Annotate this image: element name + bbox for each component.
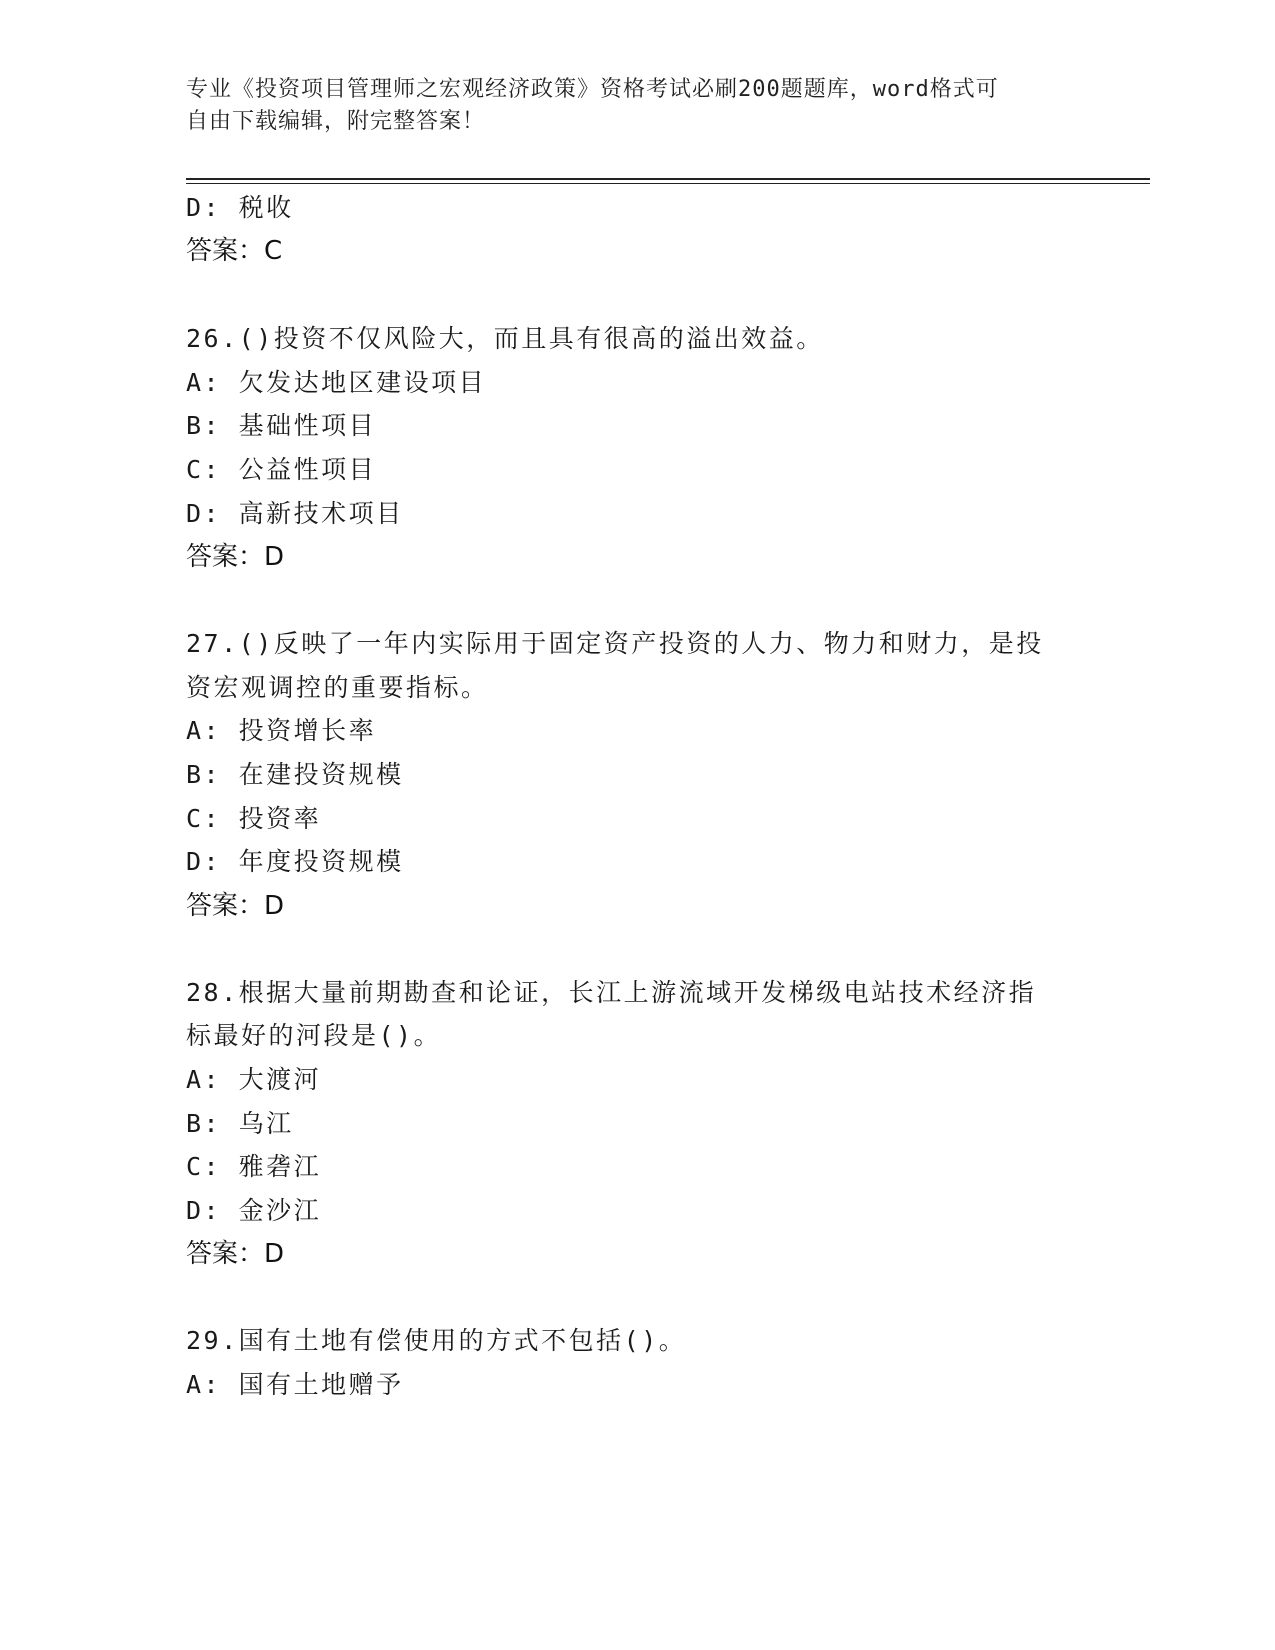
q28-stem-line-2: 标最好的河段是()。 bbox=[186, 1021, 442, 1050]
q28-option-d: D: 金沙江 bbox=[186, 1196, 322, 1225]
q29-stem: 29.国有土地有偿使用的方式不包括()。 bbox=[186, 1326, 687, 1355]
q26-stem: 26.()投资不仅风险大，而且具有很高的溢出效益。 bbox=[186, 324, 824, 353]
q27-option-a: A: 投资增长率 bbox=[186, 716, 377, 745]
q26-option-d: D: 高新技术项目 bbox=[186, 499, 404, 528]
q27-stem-line-2: 资宏观调控的重要指标。 bbox=[186, 673, 489, 702]
q27-option-b: B: 在建投资规模 bbox=[186, 760, 404, 789]
header-rule-thick bbox=[186, 178, 1150, 180]
header-line-1: 专业《投资项目管理师之宏观经济政策》资格考试必刷200题题库，word格式可 bbox=[186, 77, 999, 102]
header-rule-thin bbox=[186, 183, 1150, 184]
q26-option-c: C: 公益性项目 bbox=[186, 455, 377, 484]
q27-answer: 答案：D bbox=[186, 891, 285, 921]
prev-answer: 答案：C bbox=[186, 236, 283, 266]
q26-option-a: A: 欠发达地区建设项目 bbox=[186, 368, 487, 397]
q28-option-b: B: 乌江 bbox=[186, 1109, 294, 1138]
q28-stem-line-1: 28.根据大量前期勘查和论证，长江上游流域开发梯级电站技术经济指 bbox=[186, 978, 1037, 1007]
q26-option-b: B: 基础性项目 bbox=[186, 411, 377, 440]
q26-answer: 答案：D bbox=[186, 542, 285, 572]
header-line-2: 自由下载编辑，附完整答案！ bbox=[186, 109, 486, 134]
prev-option-d: D: 税收 bbox=[186, 193, 294, 222]
page-header bbox=[186, 74, 1066, 138]
q28-option-c: C: 雅砻江 bbox=[186, 1152, 322, 1181]
q28-answer: 答案：D bbox=[186, 1239, 285, 1269]
q27-option-d: D: 年度投资规模 bbox=[186, 847, 404, 876]
q27-option-c: C: 投资率 bbox=[186, 804, 322, 833]
q27-stem-line-1: 27.()反映了一年内实际用于固定资产投资的人力、物力和财力，是投 bbox=[186, 629, 1044, 658]
q29-option-a: A: 国有土地赠予 bbox=[186, 1370, 404, 1399]
q28-option-a: A: 大渡河 bbox=[186, 1065, 322, 1094]
